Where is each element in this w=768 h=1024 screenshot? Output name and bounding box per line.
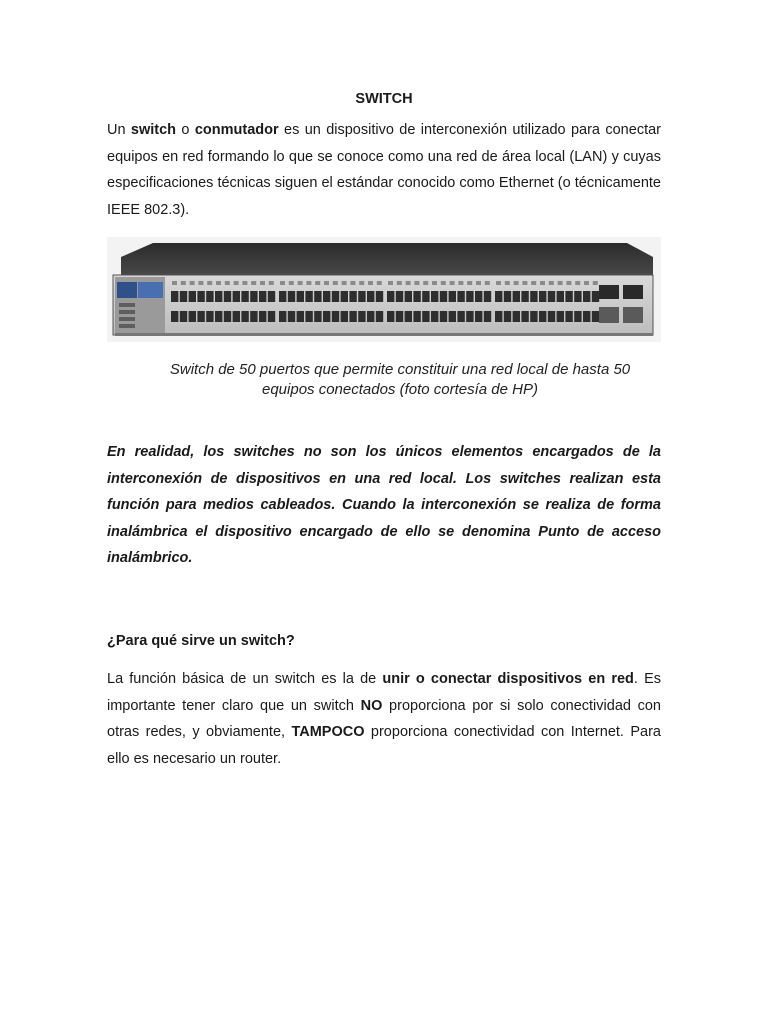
port-icon xyxy=(358,311,365,322)
port-icon xyxy=(592,291,599,302)
port-led-icon xyxy=(242,281,247,285)
port-led-icon xyxy=(505,281,510,285)
port-led-icon xyxy=(558,281,563,285)
port-icon xyxy=(367,311,374,322)
switch-photo xyxy=(107,237,661,342)
port-led-icon xyxy=(181,281,186,285)
port-led-icon xyxy=(485,281,490,285)
port-icon xyxy=(548,291,555,302)
port-icon xyxy=(592,311,599,322)
port-icon xyxy=(574,311,581,322)
port-icon xyxy=(557,311,564,322)
port-icon xyxy=(367,291,374,302)
port-led-icon xyxy=(575,281,580,285)
port-icon xyxy=(557,291,564,302)
port-icon xyxy=(259,311,266,322)
port-led-icon xyxy=(306,281,311,285)
port-icon xyxy=(376,291,383,302)
port-led-icon xyxy=(198,281,203,285)
port-led-icon xyxy=(414,281,419,285)
port-icon xyxy=(495,291,502,302)
port-icon xyxy=(268,311,275,322)
port-icon xyxy=(314,311,321,322)
port-led-icon xyxy=(298,281,303,285)
port-icon xyxy=(189,311,196,322)
port-icon xyxy=(405,291,412,302)
image-caption: Switch de 50 puertos que permite constituir una red local de hasta 50 equipos conectados (foto cortesía de HP) xyxy=(169,361,631,398)
port-icon xyxy=(297,311,304,322)
port-led-icon xyxy=(432,281,437,285)
port-icon xyxy=(206,311,213,322)
port-icon xyxy=(180,291,187,302)
port-icon xyxy=(305,311,312,322)
port-icon xyxy=(305,291,312,302)
port-icon xyxy=(466,291,473,302)
port-icon xyxy=(530,291,537,302)
port-icon xyxy=(504,311,511,322)
port-icon xyxy=(215,311,222,322)
port-icon xyxy=(431,311,438,322)
port-led-icon xyxy=(269,281,274,285)
port-led-icon xyxy=(280,281,285,285)
port-icon xyxy=(565,291,572,302)
port-led-icon xyxy=(522,281,527,285)
port-icon xyxy=(475,291,482,302)
port-led-icon xyxy=(566,281,571,285)
port-led-icon xyxy=(467,281,472,285)
port-icon xyxy=(504,291,511,302)
port-led-icon xyxy=(251,281,256,285)
port-led-icon xyxy=(207,281,212,285)
port-icon xyxy=(349,311,356,322)
port-led-icon xyxy=(315,281,320,285)
port-icon xyxy=(484,311,491,322)
port-icon xyxy=(449,311,456,322)
port-led-icon xyxy=(496,281,501,285)
port-icon xyxy=(457,291,464,302)
status-led-icon xyxy=(119,303,135,307)
port-icon xyxy=(440,311,447,322)
port-led-icon xyxy=(260,281,265,285)
port-icon xyxy=(279,311,286,322)
port-icon xyxy=(341,291,348,302)
port-led-icon xyxy=(476,281,481,285)
answer-paragraph: La función básica de un switch es la de unir o conectar dispositivos en red. Es importante tener claro que un switch NO proporciona por si solo conectividad con otras redes, y obviamente, TAMPOCO proporciona conectividad con Internet. Para ello es necesario un router. xyxy=(107,671,662,767)
port-led-icon xyxy=(514,281,519,285)
port-icon xyxy=(565,311,572,322)
port-led-icon xyxy=(593,281,598,285)
port-icon xyxy=(279,291,286,302)
status-led-icon xyxy=(119,310,135,314)
port-icon xyxy=(539,311,546,322)
note-paragraph: En realidad, los switches no son los únicos elementos encargados de la interconexión de dispositivos en una red local. Los switches realizan esta función para medios cableados. Cuando la interconexión se realiza de forma inalámbrica el dispositivo encargado de ello se denomina Punto de acceso inalámbrico. xyxy=(107,444,661,566)
port-icon xyxy=(466,311,473,322)
port-icon xyxy=(171,291,178,302)
port-icon xyxy=(475,311,482,322)
port-icon xyxy=(215,291,222,302)
port-icon xyxy=(521,291,528,302)
port-icon xyxy=(539,291,546,302)
port-icon xyxy=(548,311,555,322)
port-icon xyxy=(405,311,412,322)
port-icon xyxy=(268,291,275,302)
port-icon xyxy=(387,291,394,302)
port-icon xyxy=(422,291,429,302)
port-led-icon xyxy=(216,281,221,285)
port-icon xyxy=(484,291,491,302)
port-icon xyxy=(495,311,502,322)
network-switch-image xyxy=(107,237,661,342)
port-icon xyxy=(513,291,520,302)
term-tampoco: TAMPOCO xyxy=(291,724,365,740)
port-led-icon xyxy=(225,281,230,285)
port-icon xyxy=(513,311,520,322)
term-switch: switch xyxy=(130,122,177,138)
port-icon xyxy=(341,311,348,322)
port-icon xyxy=(233,311,240,322)
port-icon xyxy=(574,291,581,302)
port-icon xyxy=(189,291,196,302)
port-icon xyxy=(197,311,204,322)
port-icon xyxy=(224,291,231,302)
term-conmutador: conmutador xyxy=(194,122,279,138)
port-icon xyxy=(376,311,383,322)
port-icon xyxy=(224,311,231,322)
port-led-icon xyxy=(190,281,195,285)
port-icon xyxy=(583,311,590,322)
term-no: NO xyxy=(360,697,383,714)
port-led-icon xyxy=(172,281,177,285)
port-led-icon xyxy=(584,281,589,285)
port-icon xyxy=(314,291,321,302)
port-icon xyxy=(323,311,330,322)
port-icon xyxy=(288,311,295,322)
port-icon xyxy=(180,311,187,322)
status-led-icon xyxy=(119,324,135,328)
section-heading: ¿Para qué sirve un switch? xyxy=(107,633,295,649)
port-icon xyxy=(250,311,257,322)
port-icon xyxy=(422,311,429,322)
port-icon xyxy=(233,291,240,302)
port-icon xyxy=(413,311,420,322)
port-icon xyxy=(250,291,257,302)
port-icon xyxy=(349,291,356,302)
port-icon xyxy=(241,311,248,322)
port-led-icon xyxy=(324,281,329,285)
port-led-icon xyxy=(540,281,545,285)
port-led-icon xyxy=(388,281,393,285)
page-title: SWITCH xyxy=(355,91,413,107)
intro-paragraph: Un switch o conmutador es un dispositivo de interconexión utilizado para conectar equipos en red formando lo que se conoce como una red de área local (LAN) y cuyas especificaciones técnicas siguen el estándar conocido como Ethernet (o técnicamente IEEE 802.3). xyxy=(107,122,661,218)
port-led-icon xyxy=(406,281,411,285)
port-icon xyxy=(288,291,295,302)
port-icon xyxy=(396,291,403,302)
port-led-icon xyxy=(377,281,382,285)
port-led-icon xyxy=(397,281,402,285)
port-icon xyxy=(171,311,178,322)
port-icon xyxy=(332,291,339,302)
port-icon xyxy=(521,311,528,322)
port-led-icon xyxy=(359,281,364,285)
port-icon xyxy=(387,311,394,322)
port-icon xyxy=(530,311,537,322)
port-icon xyxy=(197,291,204,302)
port-led-icon xyxy=(450,281,455,285)
port-icon xyxy=(413,291,420,302)
port-led-icon xyxy=(441,281,446,285)
port-led-icon xyxy=(333,281,338,285)
port-led-icon xyxy=(289,281,294,285)
port-icon xyxy=(332,311,339,322)
port-icon xyxy=(206,291,213,302)
port-icon xyxy=(440,291,447,302)
port-led-icon xyxy=(234,281,239,285)
port-icon xyxy=(297,291,304,302)
port-led-icon xyxy=(350,281,355,285)
status-led-icon xyxy=(119,317,135,321)
term-unir: unir o conectar dispositivos en red xyxy=(382,671,634,687)
port-icon xyxy=(323,291,330,302)
port-icon xyxy=(457,311,464,322)
port-icon xyxy=(396,311,403,322)
port-icon xyxy=(583,291,590,302)
port-led-icon xyxy=(368,281,373,285)
port-led-icon xyxy=(458,281,463,285)
port-icon xyxy=(431,291,438,302)
port-icon xyxy=(449,291,456,302)
port-icon xyxy=(358,291,365,302)
port-icon xyxy=(259,291,266,302)
port-led-icon xyxy=(531,281,536,285)
port-led-icon xyxy=(423,281,428,285)
port-led-icon xyxy=(342,281,347,285)
port-led-icon xyxy=(549,281,554,285)
port-icon xyxy=(241,291,248,302)
